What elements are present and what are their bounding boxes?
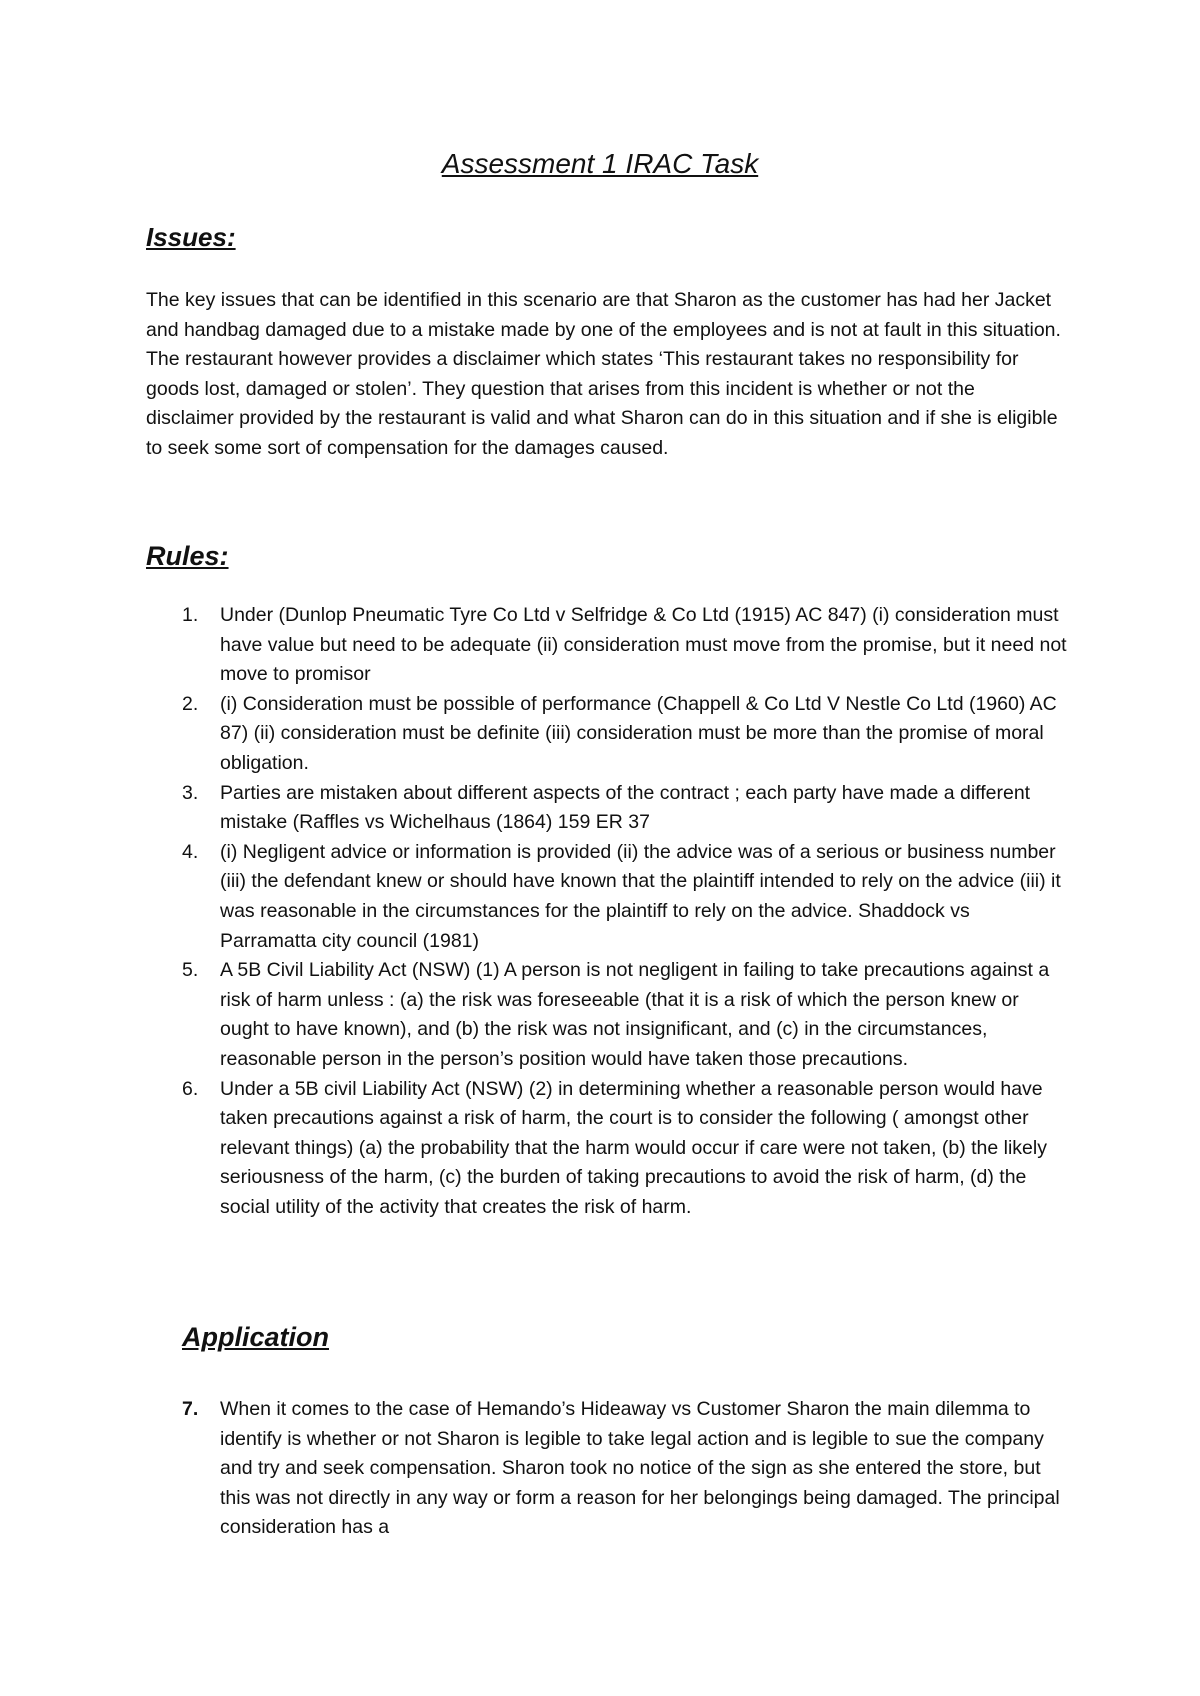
application-list (0, 1395, 1100, 1543)
application-number: 7. (182, 1398, 199, 1420)
rule-item (0, 601, 1070, 690)
rules-list (0, 601, 1100, 1222)
application-text: When it comes to the case of Hemando’s Hideaway vs Customer Sharon the main dilemma to identify is whether or not Sharon is legible to take legal action and is legible to sue the company and try and seek compensation. Sharon took no notice of the sign as she entered the store, but this was not directly in any way or form a reason for her belongings being damaged. The principal consideration has a (220, 1398, 1060, 1539)
issues-paragraph: The key issues that can be identified in this scenario are that Sharon as the customer has had her Jacket and handbag damaged due to a mistake made by one of the employees and is not at fault in this situation. The restaurant however provides a disclaimer which states ‘This restaurant takes no responsibility for goods lost, damaged or stolen’. They question that arises from this incident is whether or not the disclaimer provided by the restaurant is valid and what Sharon can do in this situation and if she is eligible to seek some sort of compensation for the damages caused. (146, 289, 1061, 459)
rule-number: 4. (182, 840, 199, 863)
rule-text: A 5B Civil Liability Act (NSW) (1) A person is not negligent in failing to take precautions against a risk of harm unless : (a) the risk was foreseeable (that it is a risk of which the person knew or ought to have known), and (b) the risk was not insignificant, and (c) in the circumstances, reasonable person in the person’s position would have taken those precautions. (220, 959, 1050, 1070)
rule-text: Parties are mistaken about different aspects of the contract ; each party have made a different mistake (Raffles vs Wichelhaus (1864) 159 ER 37 (220, 781, 1031, 834)
rule-item (0, 838, 1070, 956)
rule-number: 1. (182, 604, 199, 626)
issues-heading: Issues: (146, 222, 236, 252)
rule-number: 2. (182, 692, 199, 715)
rule-text: (i) Consideration must be possible of performance (Chappell & Co Ltd V Nestle Co Ltd (1960) AC 87) (ii) consideration must be definite (iii) consideration must be more than the promise of moral obligation. (220, 692, 1057, 774)
rules-heading: Rules: (146, 541, 229, 571)
application-item (0, 1395, 1070, 1543)
rule-text: (i) Negligent advice or information is provided (ii) the advice was of a serious or business number (iii) the defendant knew or should have known that the plaintiff intended to rely on the advice (iii) it was reasonable in the circumstances for the plaintiff to rely on the advice. Shaddock vs Parramatta city council (1981) (220, 840, 1061, 952)
rule-item (0, 779, 1070, 838)
rule-item (0, 956, 1070, 1074)
rule-number: 6. (182, 1077, 199, 1100)
rule-item (0, 1075, 1070, 1223)
rule-item (0, 690, 1070, 779)
rule-text: Under a 5B civil Liability Act (NSW) (2) in determining whether a reasonable person would have taken precautions against a risk of harm, the court is to consider the following ( amongst other relevant things) (a) the probability that the harm would occur if care were not taken, (b) the likely seriousness of the harm, (c) the burden of taking precautions to avoid the risk of harm, (d) the social utility of the activity that creates the risk of harm. (220, 1077, 1047, 1218)
rule-number: 5. (182, 959, 199, 982)
rule-number: 3. (182, 781, 199, 804)
rule-text: Under (Dunlop Pneumatic Tyre Co Ltd v Selfridge & Co Ltd (1915) AC 847) (i) consideration must have value but need to be adequate (ii) consideration must move from the promise, but it need not move to promisor (220, 604, 1067, 686)
document-title: Assessment 1 IRAC Task (441, 148, 759, 179)
application-heading: Application (182, 1322, 329, 1352)
